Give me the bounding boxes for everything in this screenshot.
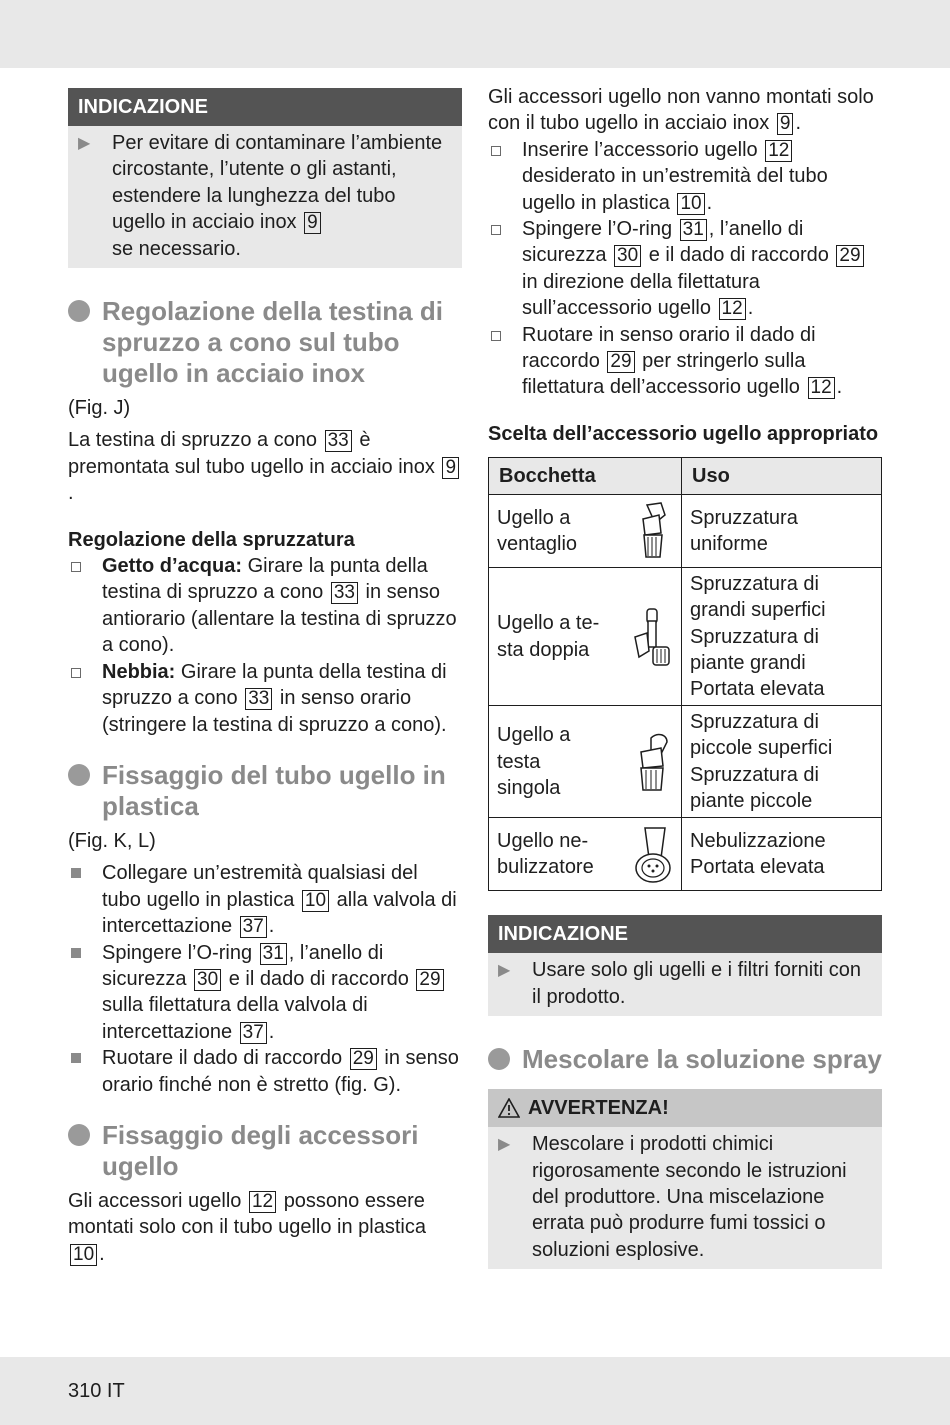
table-header: Uso (682, 458, 882, 495)
note-item (78, 130, 446, 262)
figure-reference: (Fig. K, L) (68, 829, 156, 852)
ref-number: 31 (260, 943, 287, 965)
ref-number: 31 (680, 219, 707, 241)
ref-number: 30 (194, 969, 221, 991)
bullet-dot-icon (68, 764, 90, 786)
list-item: Ruotare in senso orario il dado di raccordo 29 per stringerlo sulla filettatura dell’accessorio ugello 12 . (488, 322, 882, 401)
ref-number: 33 (325, 430, 352, 452)
right-column (488, 84, 882, 1299)
table-row (489, 818, 882, 891)
table-cell: Ugello a te-sta doppia (489, 568, 682, 706)
ref-number: 12 (765, 140, 792, 162)
table-row (489, 706, 882, 818)
bottom-margin-bar (0, 1357, 950, 1425)
ref-number: 10 (677, 193, 704, 215)
note-body (488, 953, 882, 1016)
section-heading: Fissaggio del tubo ugello in plastica (68, 760, 462, 822)
paragraph: Gli accessori ugello non vanno montati solo con il tubo ugello in acciaio inox 9 . (488, 86, 874, 135)
triangle-bullet-icon: ▶ (498, 962, 511, 980)
ref-number: 37 (240, 1022, 267, 1044)
note-text: Usare solo gli ugelli e i filtri forniti con il prodotto. (532, 959, 862, 1008)
figure-reference: (Fig. J) (68, 397, 131, 420)
table-header-row (489, 458, 882, 495)
table-cell: Ugello ne-bulizzatore (489, 818, 682, 891)
table-cell: Ugello a ventaglio (489, 495, 682, 568)
mist-nozzle-icon (631, 824, 673, 884)
warning-body (488, 1127, 882, 1269)
note-box (68, 88, 462, 268)
section-heading: Mescolare la soluzione spray (488, 1044, 882, 1075)
ref-number: 9 (442, 457, 459, 479)
checkbox-bullet-icon (68, 553, 102, 659)
table-cell: Spruzzatura di piccole superfici Spruzzatura di piante piccole (682, 706, 882, 818)
table-cell: Spruzzatura uniforme (682, 495, 882, 568)
warning-triangle-icon (498, 1098, 520, 1118)
checkbox-bullet-icon (488, 137, 522, 216)
table-header: Bocchetta (489, 458, 682, 495)
page-number: 310 IT (68, 1380, 125, 1402)
top-margin-bar (0, 0, 950, 68)
list-item: Spingere l’O-ring 31 , l’anello di sicurezza 30 e il dado di raccordo 29 sulla filettatura della valvola di intercettazione 37 . (68, 940, 462, 1046)
warning-item (498, 1131, 866, 1263)
paragraph: Gli accessori ugello 12 possono essere montati solo con il tubo ugello in plastica 10 . (68, 1189, 426, 1265)
triangle-bullet-icon: ▶ (498, 1136, 511, 1154)
list-item: Ruotare il dado di raccordo 29 in senso orario finché non è stretto (fig. G). (68, 1045, 462, 1098)
paragraph: La testina di spruzzo a cono 33 è premontata sul tubo ugello in acciaio inox 9. (68, 427, 462, 506)
nozzle-table (488, 457, 882, 891)
ref-number: 9 (777, 113, 794, 135)
left-column (68, 88, 462, 1267)
square-bullet-icon (68, 860, 102, 939)
ref-number: 10 (302, 890, 329, 912)
square-bullet-icon (68, 940, 102, 1046)
ref-number: 37 (240, 916, 267, 938)
subheading: Regolazione della spruzzatura (68, 528, 355, 551)
note-heading: INDICAZIONE (488, 915, 882, 953)
list-item: Inserire l’accessorio ugello 12 desiderato in un’estremità del tubo ugello in plastica 10 . (488, 137, 882, 216)
section-heading: Fissaggio degli accessori ugello (68, 1120, 462, 1182)
table-row (489, 495, 882, 568)
table-cell: Nebulizzazione Portata elevata (682, 818, 882, 891)
list-item: Collegare un’estremità qualsiasi del tubo ugello in plastica 10 alla valvola di intercettazione 37 . (68, 860, 462, 939)
list-item: Nebbia: Girare la punta della testina di spruzzo a cono 33 in senso orario (stringere la testina di spruzzo a cono). (68, 659, 462, 738)
table-cell: Ugello a testa singola (489, 706, 682, 818)
ref-number: 33 (245, 688, 272, 710)
bullet-dot-icon (68, 1124, 90, 1146)
warning-heading: AVVERTENZA! (488, 1089, 882, 1127)
table-cell: Spruzzatura di grandi superfici Spruzzatura di piante grandi Portata elevata (682, 568, 882, 706)
single-head-nozzle-icon (631, 732, 673, 792)
ref-number: 33 (331, 582, 358, 604)
warning-box (488, 1089, 882, 1269)
ref-number: 12 (249, 1191, 276, 1213)
table-title: Scelta dell’accessorio ugello appropriato (488, 422, 879, 445)
double-head-nozzle-icon (631, 607, 673, 667)
note-body (68, 126, 462, 268)
table-row (489, 568, 882, 706)
warning-text: Mescolare i prodotti chimici rigorosamente secondo le istruzioni del produttore. Una miscelazione errata può produrre fumi tossici o soluzioni esplosive. (532, 1133, 847, 1261)
ref-number: 12 (719, 298, 746, 320)
section-heading: Regolazione della testina di spruzzo a cono sul tubo ugello in acciaio inox (68, 296, 462, 389)
fan-nozzle-icon (631, 501, 673, 561)
note-item (498, 957, 866, 1010)
checkbox-bullet-icon (488, 216, 522, 322)
checkbox-bullet-icon (68, 659, 102, 738)
bullet-dot-icon (68, 300, 90, 322)
square-bullet-icon (68, 1045, 102, 1098)
ref-number: 12 (808, 377, 835, 399)
ref-number: 9 (304, 212, 321, 234)
note-heading: INDICAZIONE (68, 88, 462, 126)
checkbox-bullet-icon (488, 322, 522, 401)
ref-number: 29 (836, 245, 863, 267)
bullet-dot-icon (488, 1048, 510, 1070)
ref-number: 30 (614, 245, 641, 267)
list-item: Spingere l’O-ring 31 , l’anello di sicurezza 30 e il dado di raccordo 29 in direzione della filettatura sull’accessorio ugello 12 . (488, 216, 882, 322)
ref-number: 29 (350, 1048, 377, 1070)
triangle-bullet-icon: ▶ (78, 135, 91, 152)
note-box (488, 915, 882, 1016)
list-item: Getto d’acqua: Girare la punta della testina di spruzzo a cono 33 in senso antiorario (allentare la testina di spruzzo a cono). (68, 553, 462, 659)
ref-number: 29 (607, 351, 634, 373)
note-text: Per evitare di contaminare l’ambiente circostante, l’utente o gli astanti, estendere la lunghezza del tubo ugello in acciaio inox 9 se necessario. (112, 132, 443, 260)
ref-number: 10 (70, 1244, 97, 1266)
ref-number: 29 (416, 969, 443, 991)
